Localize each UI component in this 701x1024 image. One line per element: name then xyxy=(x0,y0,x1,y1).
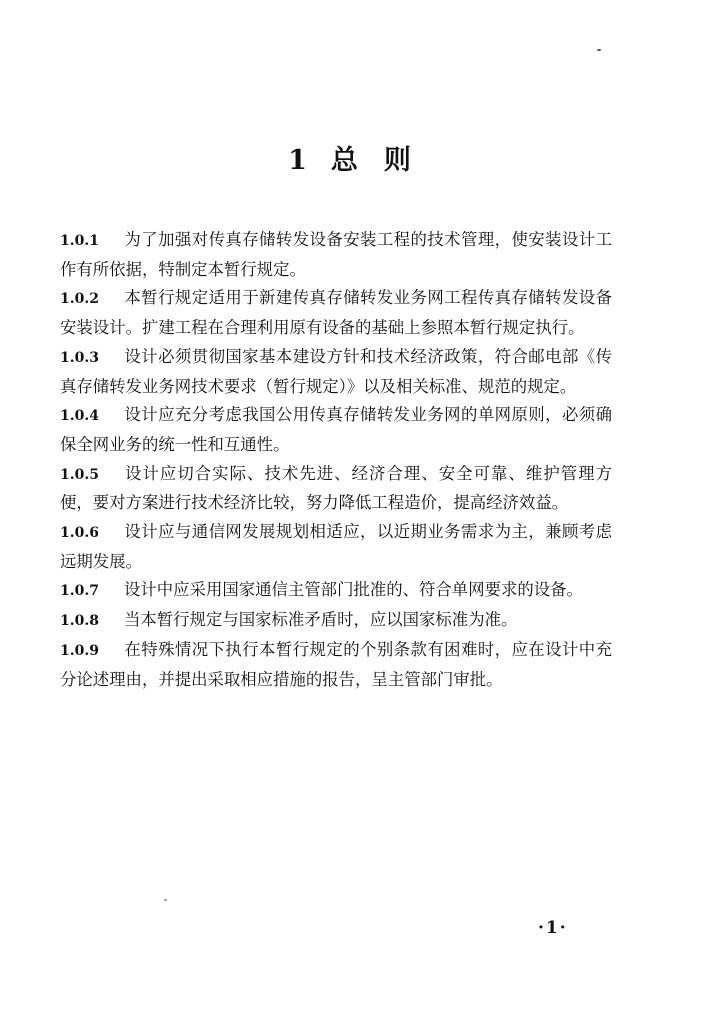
clause-text: 设计应与通信网发展规划相适应，以近期业务需求为主，兼顾考虑远期发展。 xyxy=(60,522,612,571)
clause-text: 本暂行规定适用于新建传真存储转发业务网工程传真存储转发设备安装设计。扩建工程在合理利用原有设备的基础上参照本暂行规定执行。 xyxy=(60,288,612,338)
clause-1-0-9 xyxy=(60,636,612,694)
clause-number: 1.0.5 xyxy=(60,466,99,483)
clause-number: 1.0.8 xyxy=(60,613,99,630)
clause-text: 设计中应采用国家通信主管部门批准的、符合单网要求的设备。 xyxy=(124,580,583,600)
clause-number: 1.0.3 xyxy=(60,349,99,366)
chapter-title-word-1: 总 xyxy=(330,145,360,176)
clause-1-0-4 xyxy=(60,401,612,459)
page-number: ·1· xyxy=(538,918,568,938)
clause-1-0-3 xyxy=(60,343,612,401)
clause-text: 在特殊情况下执行本暂行规定的个别条款有困难时，应在设计中充分论述理由，并提出采取相应措施的报告，呈主管部门审批。 xyxy=(60,639,612,689)
chapter-title-word-2: 则 xyxy=(383,145,413,176)
clause-1-0-6 xyxy=(60,518,612,576)
clause-text: 为了加强对传真存储转发设备安装工程的技术管理，使安装设计工作有所依据，特制定本暂行规定。 xyxy=(60,230,612,279)
chapter-number: 1 xyxy=(288,145,309,176)
clause-number: 1.0.6 xyxy=(60,525,99,542)
chapter-title xyxy=(0,138,701,177)
clause-text: 设计应充分考虑我国公用传真存储转发业务网的单网原则，必须确保全网业务的统一性和互通性。 xyxy=(60,405,612,454)
clause-1-0-7 xyxy=(60,576,612,606)
clause-number: 1.0.7 xyxy=(60,583,99,600)
clause-1-0-2 xyxy=(60,284,612,342)
scan-speck xyxy=(597,49,601,51)
clause-text: 当本暂行规定与国家标准矛盾时，应以国家标准为准。 xyxy=(124,610,518,630)
clause-text: 设计必须贯彻国家基本建设方针和技术经济政策，符合邮电部《传真存储转发业务网技术要求（暂行规定）》以及相关标准、规范的规定。 xyxy=(60,346,612,396)
clause-number: 1.0.1 xyxy=(60,233,99,249)
clause-1-0-1 xyxy=(60,226,612,284)
clause-text: 设计应切合实际、技术先进、经济合理、安全可靠、维护管理方便，要对方案进行技术经济比较，努力降低工程造价，提高经济效益。 xyxy=(60,463,612,513)
clause-number: 1.0.9 xyxy=(60,642,99,659)
clause-1-0-5 xyxy=(60,460,612,518)
clause-number: 1.0.2 xyxy=(60,291,99,308)
scan-speck xyxy=(164,899,167,901)
clause-list xyxy=(60,226,612,694)
clause-1-0-8 xyxy=(60,606,612,636)
clause-number: 1.0.4 xyxy=(60,408,99,425)
